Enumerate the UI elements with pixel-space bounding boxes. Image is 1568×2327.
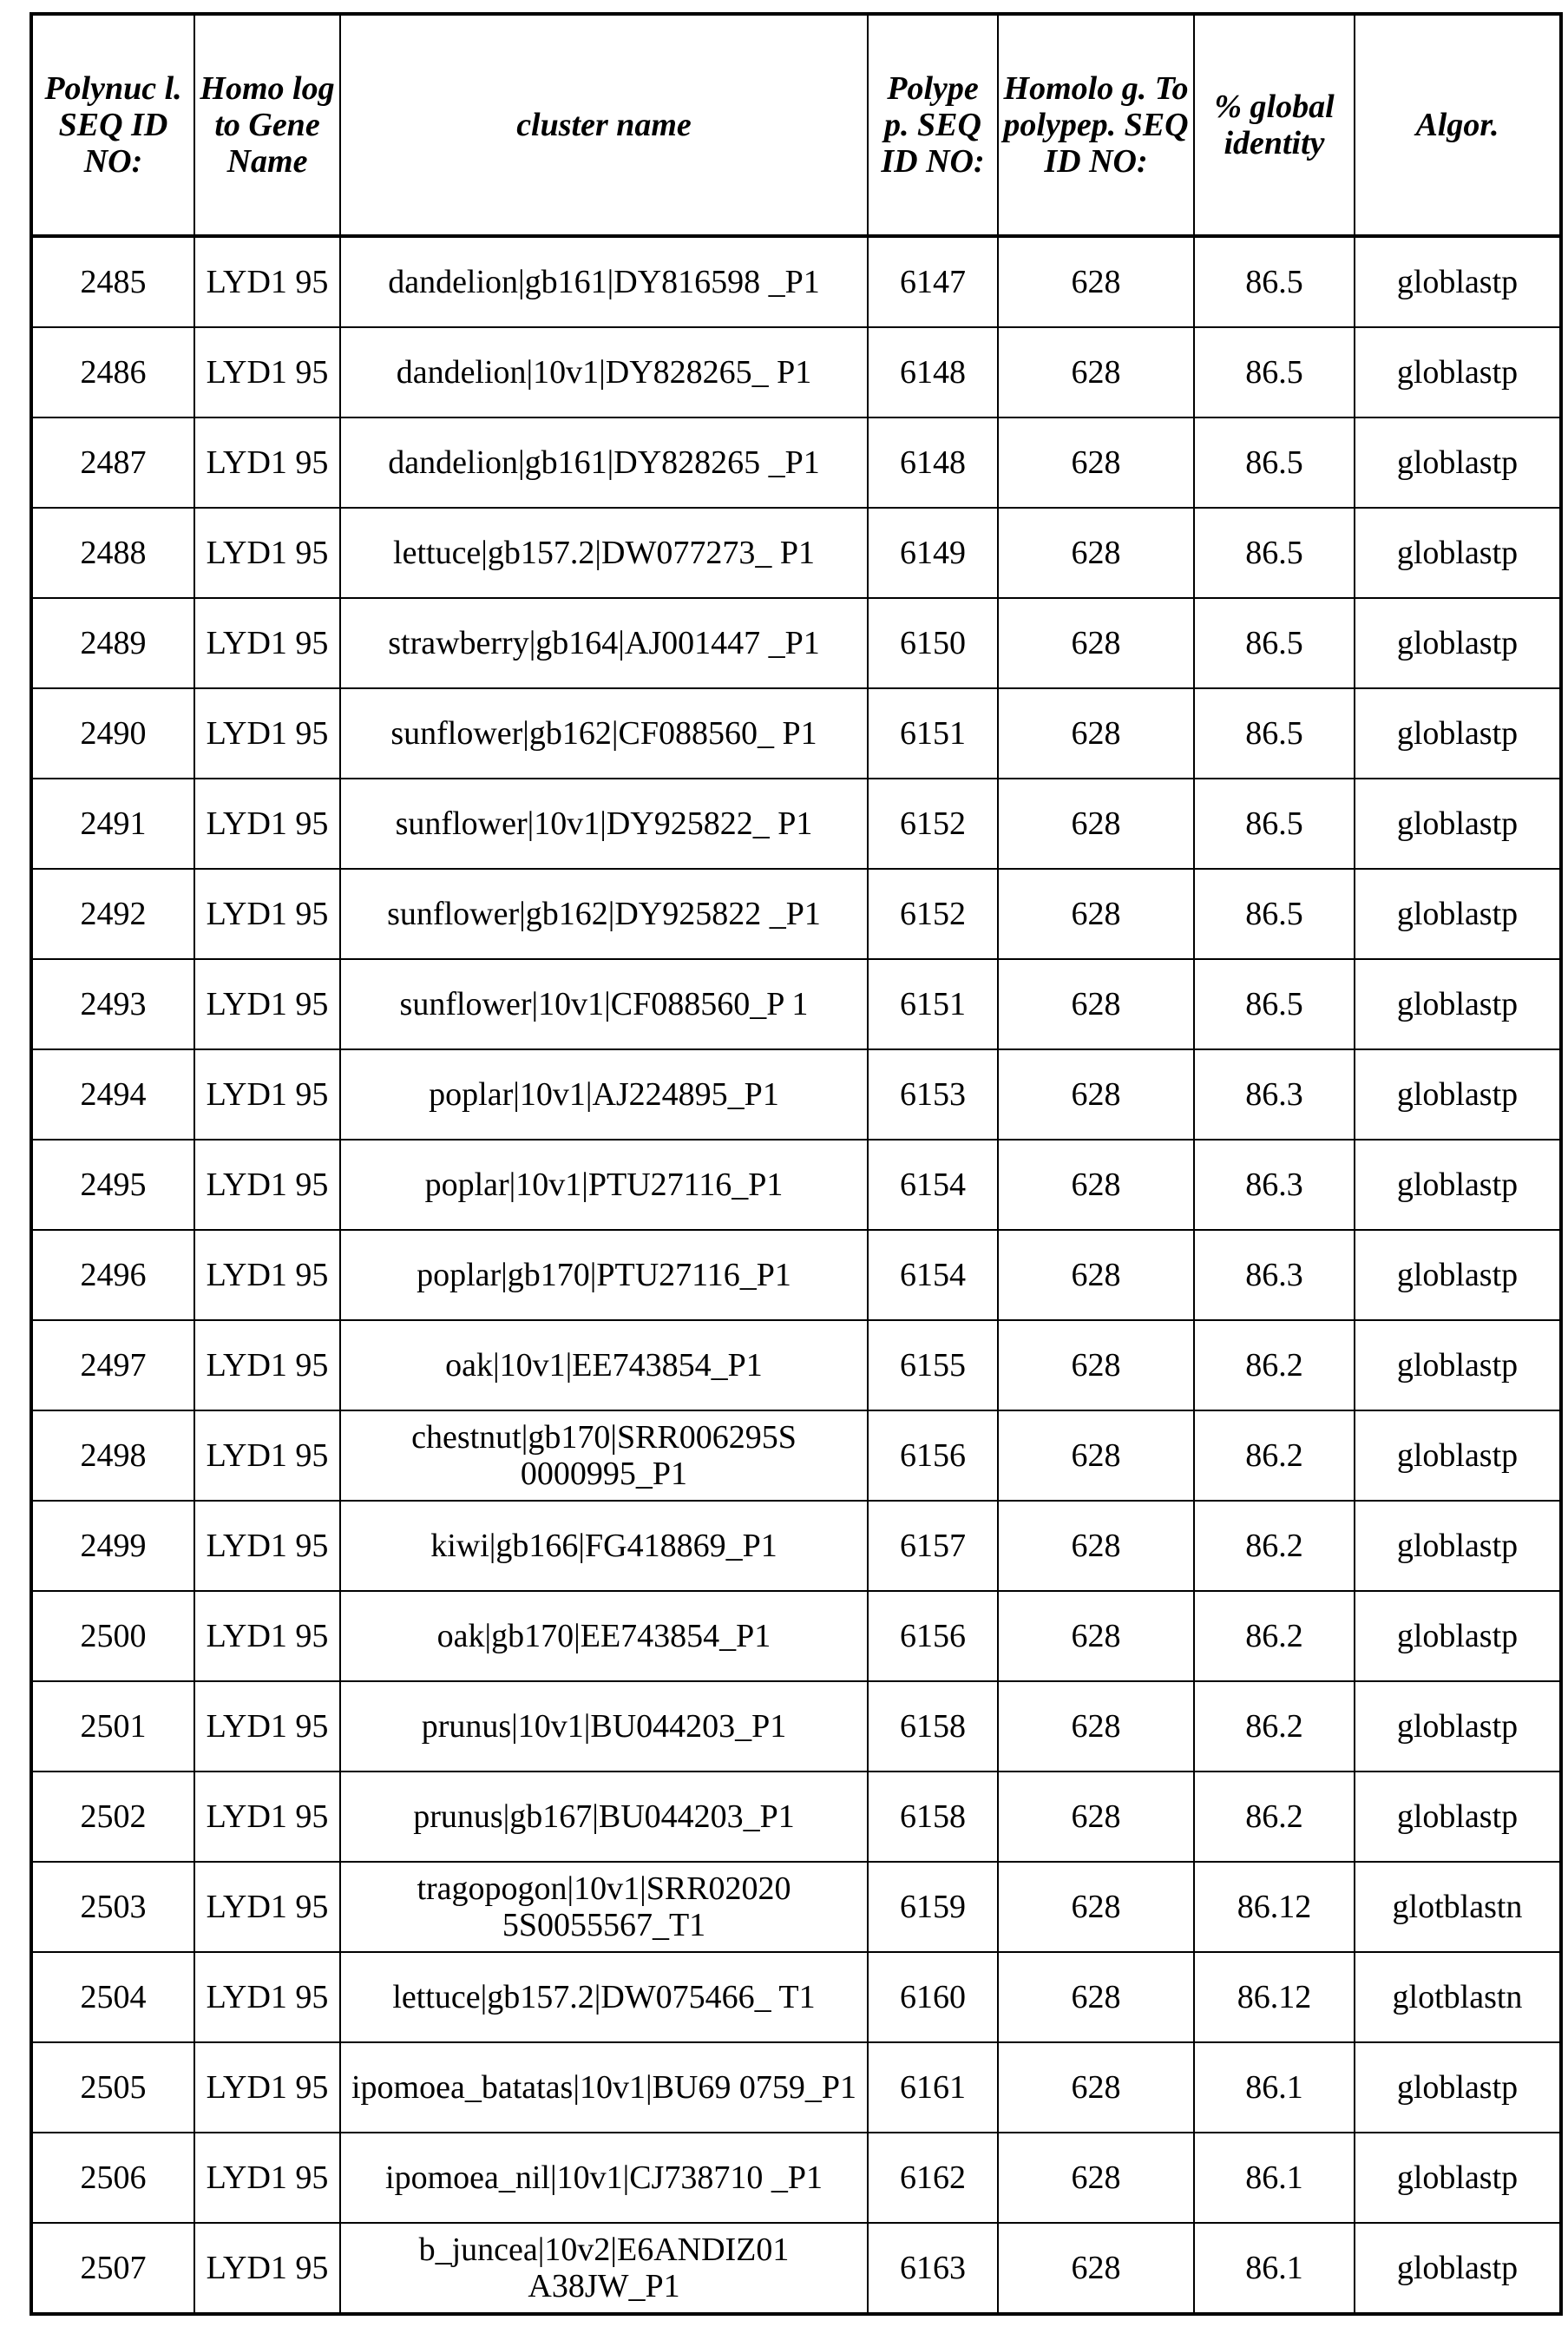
cell-algorithm: globlastp (1355, 1772, 1561, 1862)
table-row (31, 1862, 1561, 1952)
cell-algorithm: globlastp (1355, 2133, 1561, 2223)
table-row (31, 236, 1561, 327)
cell-algorithm: globlastp (1355, 1140, 1561, 1230)
cell-homolog-gene-name: LYD1 95 (194, 598, 340, 688)
cell-homolog-gene-name: LYD1 95 (194, 959, 340, 1049)
cell-polypeptide-seq-id: 6152 (868, 869, 998, 959)
cell-cluster-name: b_juncea|10v2|E6ANDIZ01 A38JW_P1 (340, 2223, 868, 2314)
cell-algorithm: globlastp (1355, 779, 1561, 869)
cell-homolog-polypeptide-seq-id: 628 (998, 1501, 1194, 1591)
cell-homolog-gene-name: LYD1 95 (194, 327, 340, 417)
header-algorithm: Algor. (1355, 14, 1561, 236)
cell-polypeptide-seq-id: 6161 (868, 2042, 998, 2133)
table-row (31, 959, 1561, 1049)
cell-homolog-gene-name: LYD1 95 (194, 508, 340, 598)
cell-polypeptide-seq-id: 6162 (868, 2133, 998, 2223)
cell-polynucleotide-seq-id: 2504 (31, 1952, 194, 2042)
cell-homolog-polypeptide-seq-id: 628 (998, 1140, 1194, 1230)
cell-cluster-name: dandelion|10v1|DY828265_ P1 (340, 327, 868, 417)
cell-cluster-name: kiwi|gb166|FG418869_P1 (340, 1501, 868, 1591)
cell-polynucleotide-seq-id: 2502 (31, 1772, 194, 1862)
cell-homolog-polypeptide-seq-id: 628 (998, 2223, 1194, 2314)
cell-algorithm: globlastp (1355, 236, 1561, 327)
cell-homolog-polypeptide-seq-id: 628 (998, 1049, 1194, 1140)
cell-cluster-name: lettuce|gb157.2|DW075466_ T1 (340, 1952, 868, 2042)
header-polypeptide-seq-id: Polype p. SEQ ID NO: (868, 14, 998, 236)
cell-global-identity: 86.1 (1194, 2133, 1355, 2223)
cell-homolog-polypeptide-seq-id: 628 (998, 1320, 1194, 1410)
cell-homolog-gene-name: LYD1 95 (194, 2133, 340, 2223)
cell-polypeptide-seq-id: 6148 (868, 417, 998, 508)
cell-cluster-name: lettuce|gb157.2|DW077273_ P1 (340, 508, 868, 598)
cell-polynucleotide-seq-id: 2485 (31, 236, 194, 327)
cell-polynucleotide-seq-id: 2505 (31, 2042, 194, 2133)
cell-global-identity: 86.5 (1194, 327, 1355, 417)
cell-polypeptide-seq-id: 6158 (868, 1681, 998, 1772)
cell-polypeptide-seq-id: 6152 (868, 779, 998, 869)
table-row (31, 779, 1561, 869)
cell-polypeptide-seq-id: 6156 (868, 1410, 998, 1501)
cell-polypeptide-seq-id: 6147 (868, 236, 998, 327)
cell-homolog-polypeptide-seq-id: 628 (998, 1772, 1194, 1862)
cell-global-identity: 86.5 (1194, 417, 1355, 508)
table-row (31, 1681, 1561, 1772)
header-polynucleotide-seq-id: Polynuc l. SEQ ID NO: (31, 14, 194, 236)
homolog-table (30, 12, 1563, 2316)
cell-cluster-name: sunflower|gb162|DY925822 _P1 (340, 869, 868, 959)
table-row (31, 327, 1561, 417)
cell-algorithm: glotblastn (1355, 1952, 1561, 2042)
cell-polypeptide-seq-id: 6154 (868, 1230, 998, 1320)
table-row (31, 508, 1561, 598)
cell-polypeptide-seq-id: 6159 (868, 1862, 998, 1952)
cell-cluster-name: prunus|gb167|BU044203_P1 (340, 1772, 868, 1862)
cell-homolog-gene-name: LYD1 95 (194, 1681, 340, 1772)
cell-algorithm: globlastp (1355, 417, 1561, 508)
cell-global-identity: 86.3 (1194, 1049, 1355, 1140)
cell-homolog-polypeptide-seq-id: 628 (998, 327, 1194, 417)
cell-polynucleotide-seq-id: 2493 (31, 959, 194, 1049)
cell-homolog-polypeptide-seq-id: 628 (998, 236, 1194, 327)
cell-homolog-gene-name: LYD1 95 (194, 1320, 340, 1410)
cell-global-identity: 86.5 (1194, 779, 1355, 869)
cell-algorithm: globlastp (1355, 688, 1561, 779)
cell-cluster-name: prunus|10v1|BU044203_P1 (340, 1681, 868, 1772)
cell-polypeptide-seq-id: 6157 (868, 1501, 998, 1591)
cell-homolog-gene-name: LYD1 95 (194, 779, 340, 869)
cell-homolog-gene-name: LYD1 95 (194, 1049, 340, 1140)
cell-global-identity: 86.5 (1194, 236, 1355, 327)
cell-homolog-polypeptide-seq-id: 628 (998, 417, 1194, 508)
cell-algorithm: globlastp (1355, 2223, 1561, 2314)
cell-homolog-gene-name: LYD1 95 (194, 1140, 340, 1230)
cell-polypeptide-seq-id: 6151 (868, 959, 998, 1049)
cell-algorithm: globlastp (1355, 1681, 1561, 1772)
cell-polypeptide-seq-id: 6163 (868, 2223, 998, 2314)
cell-global-identity: 86.3 (1194, 1140, 1355, 1230)
cell-cluster-name: strawberry|gb164|AJ001447 _P1 (340, 598, 868, 688)
table-row (31, 1230, 1561, 1320)
cell-polypeptide-seq-id: 6151 (868, 688, 998, 779)
cell-global-identity: 86.5 (1194, 869, 1355, 959)
cell-algorithm: globlastp (1355, 1591, 1561, 1681)
cell-polynucleotide-seq-id: 2490 (31, 688, 194, 779)
cell-polypeptide-seq-id: 6156 (868, 1591, 998, 1681)
cell-polynucleotide-seq-id: 2501 (31, 1681, 194, 1772)
cell-homolog-gene-name: LYD1 95 (194, 1230, 340, 1320)
cell-polynucleotide-seq-id: 2486 (31, 327, 194, 417)
cell-global-identity: 86.1 (1194, 2223, 1355, 2314)
cell-algorithm: globlastp (1355, 598, 1561, 688)
cell-homolog-polypeptide-seq-id: 628 (998, 869, 1194, 959)
cell-homolog-gene-name: LYD1 95 (194, 2223, 340, 2314)
cell-algorithm: globlastp (1355, 1320, 1561, 1410)
cell-cluster-name: ipomoea_nil|10v1|CJ738710 _P1 (340, 2133, 868, 2223)
cell-polypeptide-seq-id: 6148 (868, 327, 998, 417)
cell-homolog-polypeptide-seq-id: 628 (998, 1681, 1194, 1772)
cell-homolog-gene-name: LYD1 95 (194, 1862, 340, 1952)
cell-polynucleotide-seq-id: 2500 (31, 1591, 194, 1681)
cell-polynucleotide-seq-id: 2496 (31, 1230, 194, 1320)
header-homolog-polypeptide-seq-id: Homolo g. To polypep. SEQ ID NO: (998, 14, 1194, 236)
cell-global-identity: 86.2 (1194, 1772, 1355, 1862)
cell-cluster-name: tragopogon|10v1|SRR02020 5S0055567_T1 (340, 1862, 868, 1952)
cell-homolog-gene-name: LYD1 95 (194, 1772, 340, 1862)
header-row (31, 14, 1561, 236)
cell-global-identity: 86.5 (1194, 959, 1355, 1049)
cell-polypeptide-seq-id: 6149 (868, 508, 998, 598)
cell-cluster-name: sunflower|10v1|DY925822_ P1 (340, 779, 868, 869)
cell-polynucleotide-seq-id: 2489 (31, 598, 194, 688)
table-row (31, 1320, 1561, 1410)
cell-polypeptide-seq-id: 6150 (868, 598, 998, 688)
cell-algorithm: globlastp (1355, 508, 1561, 598)
table-row (31, 2042, 1561, 2133)
cell-algorithm: globlastp (1355, 2042, 1561, 2133)
cell-polypeptide-seq-id: 6154 (868, 1140, 998, 1230)
cell-global-identity: 86.5 (1194, 688, 1355, 779)
cell-polynucleotide-seq-id: 2506 (31, 2133, 194, 2223)
cell-algorithm: globlastp (1355, 1501, 1561, 1591)
cell-homolog-gene-name: LYD1 95 (194, 869, 340, 959)
cell-homolog-polypeptide-seq-id: 628 (998, 1862, 1194, 1952)
cell-homolog-gene-name: LYD1 95 (194, 1410, 340, 1501)
cell-polynucleotide-seq-id: 2497 (31, 1320, 194, 1410)
cell-polynucleotide-seq-id: 2499 (31, 1501, 194, 1591)
cell-homolog-gene-name: LYD1 95 (194, 417, 340, 508)
cell-algorithm: globlastp (1355, 327, 1561, 417)
table-row (31, 2133, 1561, 2223)
cell-global-identity: 86.1 (1194, 2042, 1355, 2133)
cell-homolog-polypeptide-seq-id: 628 (998, 598, 1194, 688)
cell-cluster-name: poplar|gb170|PTU27116_P1 (340, 1230, 868, 1320)
cell-cluster-name: sunflower|gb162|CF088560_ P1 (340, 688, 868, 779)
table-row (31, 1952, 1561, 2042)
header-cluster-name: cluster name (340, 14, 868, 236)
cell-cluster-name: poplar|10v1|AJ224895_P1 (340, 1049, 868, 1140)
cell-polypeptide-seq-id: 6160 (868, 1952, 998, 2042)
cell-homolog-polypeptide-seq-id: 628 (998, 508, 1194, 598)
table-body (31, 236, 1561, 2314)
cell-polypeptide-seq-id: 6153 (868, 1049, 998, 1140)
table-row (31, 2223, 1561, 2314)
cell-homolog-gene-name: LYD1 95 (194, 236, 340, 327)
cell-algorithm: globlastp (1355, 869, 1561, 959)
cell-homolog-gene-name: LYD1 95 (194, 1591, 340, 1681)
table-row (31, 688, 1561, 779)
cell-cluster-name: sunflower|10v1|CF088560_P 1 (340, 959, 868, 1049)
cell-algorithm: globlastp (1355, 1410, 1561, 1501)
cell-global-identity: 86.5 (1194, 508, 1355, 598)
cell-polynucleotide-seq-id: 2503 (31, 1862, 194, 1952)
cell-global-identity: 86.2 (1194, 1591, 1355, 1681)
cell-polynucleotide-seq-id: 2492 (31, 869, 194, 959)
table-row (31, 1049, 1561, 1140)
cell-homolog-polypeptide-seq-id: 628 (998, 1410, 1194, 1501)
cell-homolog-gene-name: LYD1 95 (194, 2042, 340, 2133)
cell-algorithm: globlastp (1355, 1049, 1561, 1140)
cell-polynucleotide-seq-id: 2487 (31, 417, 194, 508)
cell-global-identity: 86.2 (1194, 1681, 1355, 1772)
cell-polynucleotide-seq-id: 2491 (31, 779, 194, 869)
cell-algorithm: glotblastn (1355, 1862, 1561, 1952)
cell-polypeptide-seq-id: 6155 (868, 1320, 998, 1410)
header-global-identity: % global identity (1194, 14, 1355, 236)
cell-global-identity: 86.2 (1194, 1320, 1355, 1410)
table-row (31, 1501, 1561, 1591)
cell-algorithm: globlastp (1355, 959, 1561, 1049)
cell-homolog-polypeptide-seq-id: 628 (998, 779, 1194, 869)
cell-homolog-polypeptide-seq-id: 628 (998, 959, 1194, 1049)
cell-homolog-polypeptide-seq-id: 628 (998, 2133, 1194, 2223)
cell-global-identity: 86.12 (1194, 1862, 1355, 1952)
cell-cluster-name: chestnut|gb170|SRR006295S 0000995_P1 (340, 1410, 868, 1501)
table-row (31, 869, 1561, 959)
cell-homolog-polypeptide-seq-id: 628 (998, 1230, 1194, 1320)
cell-homolog-gene-name: LYD1 95 (194, 1501, 340, 1591)
cell-homolog-gene-name: LYD1 95 (194, 1952, 340, 2042)
table-row (31, 1140, 1561, 1230)
cell-homolog-gene-name: LYD1 95 (194, 688, 340, 779)
cell-polypeptide-seq-id: 6158 (868, 1772, 998, 1862)
cell-homolog-polypeptide-seq-id: 628 (998, 1591, 1194, 1681)
cell-global-identity: 86.2 (1194, 1501, 1355, 1591)
cell-cluster-name: oak|gb170|EE743854_P1 (340, 1591, 868, 1681)
cell-global-identity: 86.12 (1194, 1952, 1355, 2042)
cell-homolog-polypeptide-seq-id: 628 (998, 688, 1194, 779)
cell-cluster-name: dandelion|gb161|DY816598 _P1 (340, 236, 868, 327)
cell-algorithm: globlastp (1355, 1230, 1561, 1320)
cell-polynucleotide-seq-id: 2488 (31, 508, 194, 598)
cell-cluster-name: ipomoea_batatas|10v1|BU69 0759_P1 (340, 2042, 868, 2133)
cell-polynucleotide-seq-id: 2494 (31, 1049, 194, 1140)
table-row (31, 1772, 1561, 1862)
cell-homolog-polypeptide-seq-id: 628 (998, 1952, 1194, 2042)
cell-cluster-name: dandelion|gb161|DY828265 _P1 (340, 417, 868, 508)
cell-cluster-name: oak|10v1|EE743854_P1 (340, 1320, 868, 1410)
cell-cluster-name: poplar|10v1|PTU27116_P1 (340, 1140, 868, 1230)
cell-global-identity: 86.5 (1194, 598, 1355, 688)
cell-polynucleotide-seq-id: 2507 (31, 2223, 194, 2314)
table-row (31, 1410, 1561, 1501)
header-homolog-gene-name: Homo log to Gene Name (194, 14, 340, 236)
table-row (31, 598, 1561, 688)
table-row (31, 1591, 1561, 1681)
table-row (31, 417, 1561, 508)
cell-global-identity: 86.2 (1194, 1410, 1355, 1501)
cell-polynucleotide-seq-id: 2495 (31, 1140, 194, 1230)
cell-global-identity: 86.3 (1194, 1230, 1355, 1320)
cell-homolog-polypeptide-seq-id: 628 (998, 2042, 1194, 2133)
cell-polynucleotide-seq-id: 2498 (31, 1410, 194, 1501)
